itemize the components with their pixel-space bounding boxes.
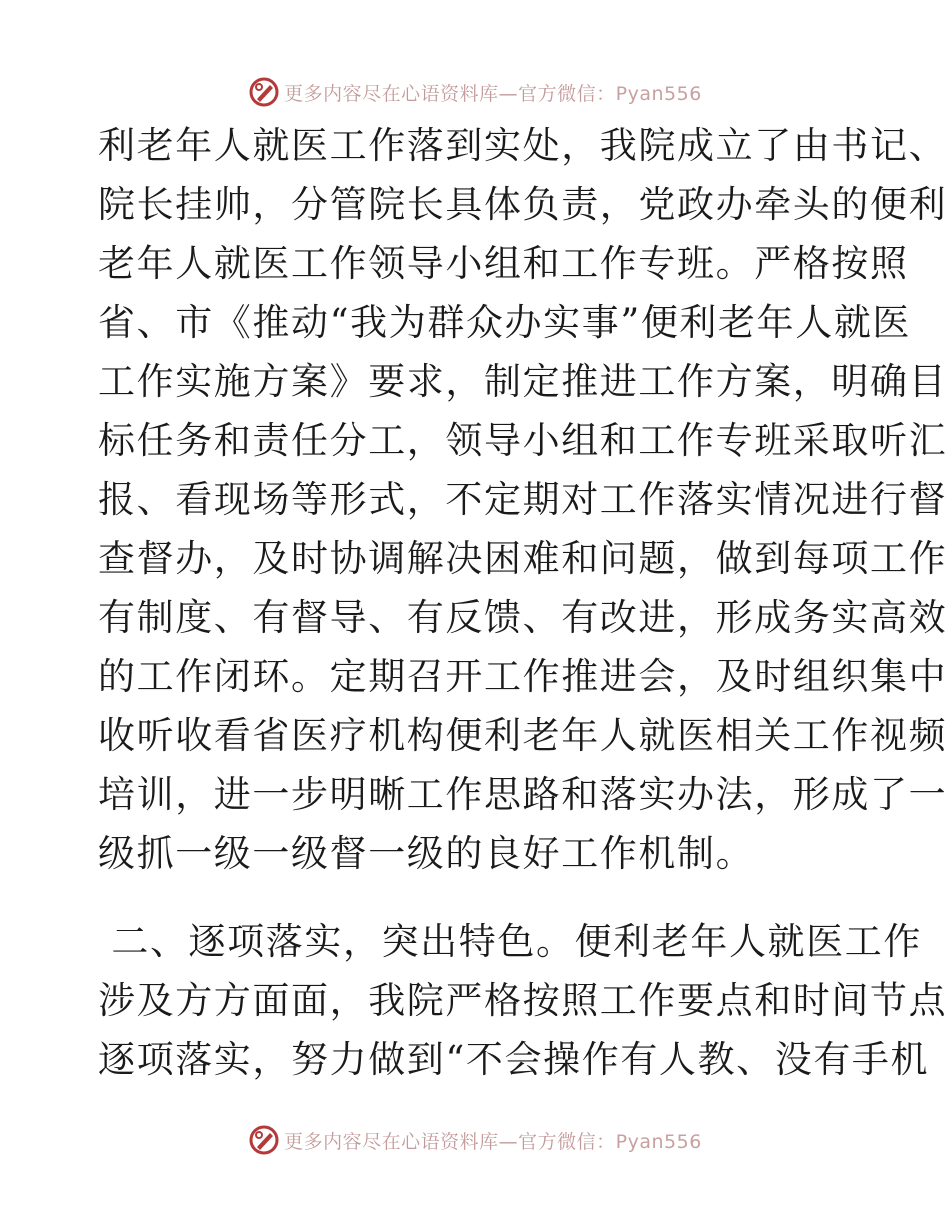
watermark-wechat-id: Pyan556 xyxy=(615,82,702,105)
text-line: 利老年人就医工作落到实处，我院成立了由书记、 xyxy=(98,124,948,167)
pen-logo-icon xyxy=(248,76,280,108)
paragraph-gap xyxy=(98,883,858,912)
document-body xyxy=(98,116,948,1089)
watermark-label: 更多内容尽在心语资料库—官方微信： xyxy=(284,82,616,105)
watermark-text xyxy=(284,79,702,106)
text-line: 报、看现场等形式，不定期对工作落实情况进行督 xyxy=(98,478,948,521)
text-line: 标任务和责任分工，领导小组和工作专班采取听汇 xyxy=(98,419,948,462)
text-line: 省、市《推动“我为群众办实事”便利老年人就医 xyxy=(98,301,912,344)
text-line: 工作实施方案》要求，制定推进工作方案，明确目 xyxy=(98,360,948,403)
text-line: 逐项落实，努力做到“不会操作有人教、没有手机 xyxy=(98,1038,930,1081)
footer-watermark xyxy=(0,1120,950,1160)
text-line: 有制度、有督导、有反馈、有改进，形成务实高效 xyxy=(98,596,948,639)
watermark-label: 更多内容尽在心语资料库—官方微信： xyxy=(284,1130,616,1153)
paragraph-1 xyxy=(98,116,948,883)
text-line: 老年人就医工作领导小组和工作专班。严格按照 xyxy=(98,242,909,285)
text-line: 收听收看省医疗机构便利老年人就医相关工作视频 xyxy=(98,714,948,757)
text-line: 级抓一级一级督一级的良好工作机制。 xyxy=(98,832,755,875)
text-line: 涉及方方面面，我院严格按照工作要点和时间节点 xyxy=(98,979,948,1022)
watermark-text xyxy=(284,1127,702,1154)
text-line: 二、逐项落实，突出特色。便利老年人就医工作 xyxy=(98,920,922,963)
header-watermark xyxy=(0,72,950,112)
text-line: 院长挂帅，分管院长具体负责，党政办牵头的便利 xyxy=(98,183,948,226)
text-line: 查督办，及时协调解决困难和问题，做到每项工作 xyxy=(98,537,948,580)
watermark-wechat-id: Pyan556 xyxy=(615,1130,702,1153)
paragraph-2 xyxy=(98,912,948,1089)
pen-logo-icon xyxy=(248,1124,280,1156)
text-line: 培训，进一步明晰工作思路和落实办法，形成了一 xyxy=(98,773,948,816)
text-line: 的工作闭环。定期召开工作推进会，及时组织集中 xyxy=(98,655,948,698)
